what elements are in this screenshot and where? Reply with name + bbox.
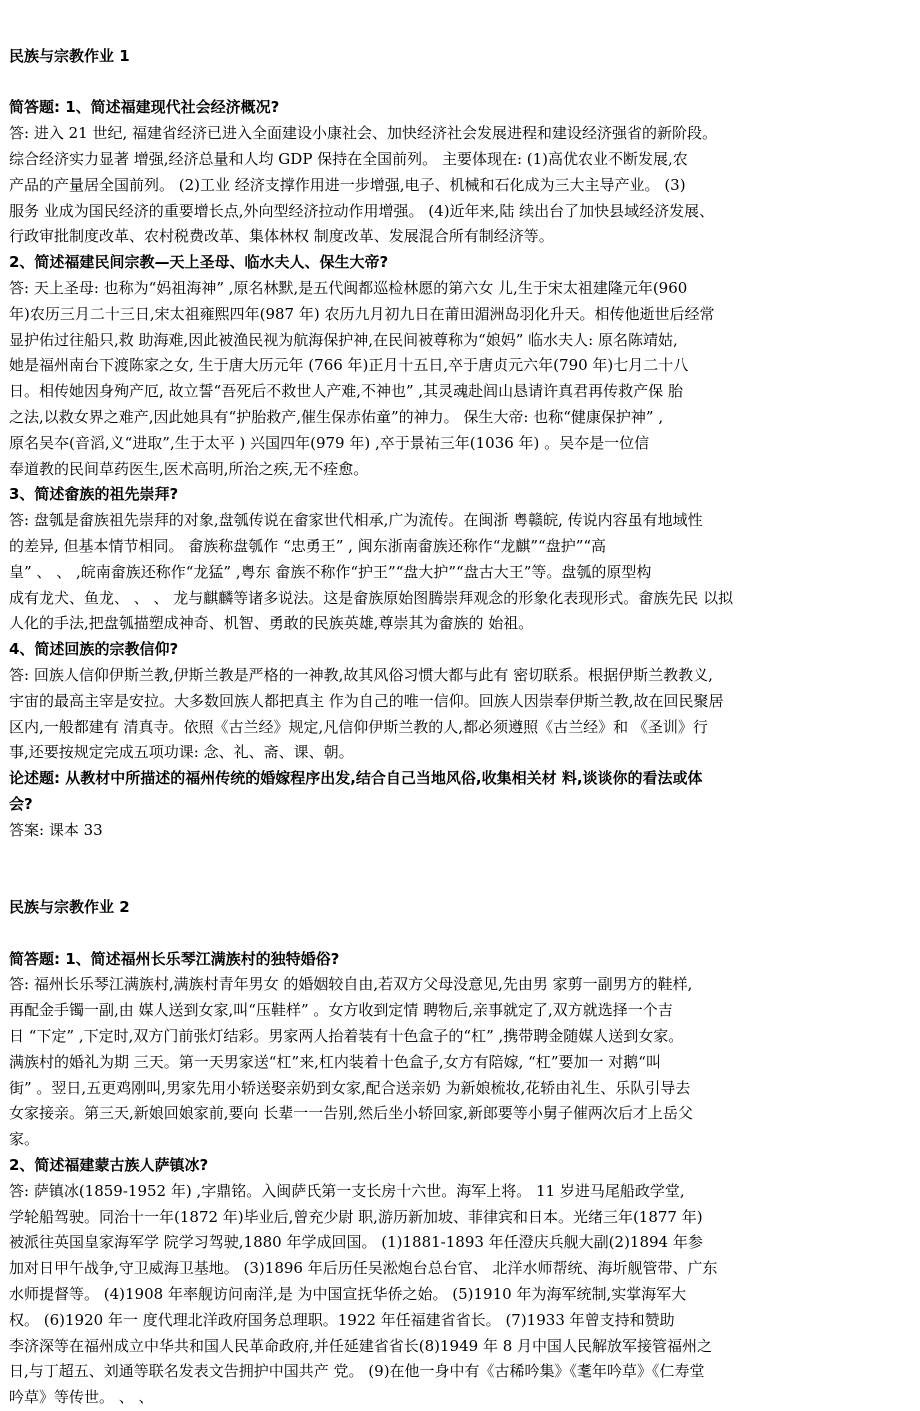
answer-text-line: 服务 业成为国民经济的重要增长点,外向型经济拉动作用增强。 (4)近年来,陆 续出台了加快县域经济发展、 xyxy=(9,201,715,220)
section-1-title: 民族与宗教作业 1 xyxy=(9,46,130,65)
question-heading-line: 3、简述畲族的祖先崇拜? xyxy=(9,485,179,504)
answer-text-line: 答: 进入 21 世纪, 福建省经济已进入全面建设小康社会、加快经济社会发展进程和建设经济强省的新阶段。 xyxy=(9,124,717,143)
answer-text-line: 答: 天上圣母: 也称为“妈祖海神” ,原名林默,是五代闽都巡检林愿的第六女 儿,生于宋太祖建隆元年(960 xyxy=(9,278,688,297)
answer-text-line: 行政审批制度改革、农村税费改革、集体林权 制度改革、发展混合所有制经济等。 xyxy=(9,227,554,246)
answer-text-line: 的差异, 但基本情节相同。 畲族称盘瓠作 “忠勇王” , 闽东浙南畲族还称作“龙麒”“盘护”“高 xyxy=(9,536,607,555)
question-heading-line: 2、简述福建民间宗教—天上圣母、临水夫人、保生大帝? xyxy=(9,253,389,272)
question-heading-line: 论述题: 从教材中所描述的福州传统的婚嫁程序出发,结合自己当地风俗,收集相关材 料,谈谈你的看法或体 xyxy=(9,769,703,788)
spacer xyxy=(9,869,920,895)
answer-text-line: 事,还要按规定完成五项功课: 念、礼、斋、课、朝。 xyxy=(9,743,354,762)
section-2-title: 民族与宗教作业 2 xyxy=(9,898,130,917)
answer-text-line: 女家接亲。第三天,新娘回娘家前,要向 长辈一一告别,然后坐小轿回家,新郎要等小舅子催两次后才上岳父 xyxy=(9,1104,693,1123)
answer-text-line: 人化的手法,把盘瓠描塑成神奇、机智、勇敢的民族英雄,尊崇其为畲族的 始祖。 xyxy=(9,614,534,633)
answer-text-line: 答: 回族人信仰伊斯兰教,伊斯兰教是严格的一神教,故其风俗习惯大都与此有 密切联系。根据伊斯兰教教义, xyxy=(9,665,713,684)
answer-text-line: 水师提督等。 (4)1908 年率舰访问南洋,是 为中国宣抚华侨之始。 (5)1910 年为海军统制,实掌海军大 xyxy=(9,1285,687,1304)
answer-text-line: 家。 xyxy=(9,1130,40,1149)
answer-text-line: 产品的产量居全国前列。 (2)工业 经济支撑作用进一步增强,电子、机械和石化成为三大主导产业。 (3) xyxy=(9,175,686,194)
answer-text-line: 满族村的婚礼为期 三天。第一天男家送“杠”来,杠内装着十色盒子,女方有陪嫁, “杠”要加一 对鹅“叫 xyxy=(9,1052,661,1071)
top-spacer xyxy=(9,18,920,44)
answer-text-line: 成有龙犬、鱼龙、 、 、 龙与麒麟等诸多说法。这是畲族原始图腾崇拜观念的形象化表现形式。畲族先民 以拟 xyxy=(9,588,734,607)
question-heading-line: 会? xyxy=(9,794,33,813)
answer-text-line: 再配金手镯一副,由 媒人送到女家,叫“压鞋样” 。女方收到定情 聘物后,亲事就定了,双方就选择一个吉 xyxy=(9,1001,673,1020)
answer-text-line: 答: 盘瓠是畲族祖先崇拜的对象,盘瓠传说在畲家世代相承,广为流传。在闽浙 粤赣皖, 传说内容虽有地域性 xyxy=(9,511,703,530)
answer-text-line: 李济深等在福州成立中华共和国人民革命政府,并任延建省省长(8)1949 年 8 月中国人民解放军接管福州之 xyxy=(9,1336,713,1355)
answer-text-line: 她是福州南台下渡陈家之女, 生于唐大历元年 (766 年)正月十五日,卒于唐贞元六年(790 年)七月二十八 xyxy=(9,356,689,375)
answer-text-line: 日。相传她因身殉产厄, 故立誓“吾死后不救世人产难,不神也” ,其灵魂赴闾山恳请许真君再传救产保 胎 xyxy=(9,382,683,401)
answer-text-line: 权。 (6)1920 年一 度代理北洋政府国务总理职。1922 年任福建省省长。 (7)1933 年曾支持和赞助 xyxy=(9,1310,675,1329)
answer-text-line: 加对日甲午战争,守卫威海卫基地。 (3)1896 年后历任吴淞炮台总台官、 北洋水师帮统、海圻舰管带、广东 xyxy=(9,1259,718,1278)
answer-text-line: 奉道教的民间草药医生,医术高明,所治之疾,无不痊愈。 xyxy=(9,459,369,478)
spacer xyxy=(9,921,920,947)
section-1-body xyxy=(9,95,920,843)
answer-text-line: 答案: 课本 33 xyxy=(9,820,103,839)
answer-text-line: 被派往英国皇家海军学 院学习驾驶,1880 年学成回国。 (1)1881-1893 年任澄庆兵舰大副(2)1894 年参 xyxy=(9,1233,703,1252)
answer-text-line: 日,与丁超五、刘通等联名发表文告拥护中国共产 党。 (9)在他一身中有《古稀吟集》《耄年吟草》《仁寿堂 xyxy=(9,1362,705,1381)
answer-text-line: 答: 福州长乐琴江满族村,满族村青年男女 的婚姻较自由,若双方父母没意见,先由男 家剪一副男方的鞋样, xyxy=(9,975,693,994)
answer-text-line: 区内,一般都建有 清真寺。依照《古兰经》规定,凡信仰伊斯兰教的人,都必须遵照《古兰经》和 《圣训》行 xyxy=(9,717,708,736)
answer-text-line: 街” 。翌日,五更鸡刚叫,男家先用小轿送娶亲奶到女家,配合送亲奶 为新娘梳妆,花轿由礼生、乐队引导去 xyxy=(9,1078,691,1097)
answer-text-line: 年)农历三月二十三日,宋太祖雍熙四年(987 年) 农历九月初九日在莆田湄洲岛羽化升天。相传他逝世后经常 xyxy=(9,304,715,323)
spacer xyxy=(9,70,920,96)
question-heading-line: 4、简述回族的宗教信仰? xyxy=(9,640,179,659)
question-heading-line: 简答题: 1、简述福建现代社会经济概况? xyxy=(9,98,280,117)
question-heading-line: 简答题: 1、简述福州长乐琴江满族村的独特婚俗? xyxy=(9,949,340,968)
answer-text-line: 吟草》等传世。 、 、 xyxy=(9,1388,154,1407)
answer-text-line: 日 “下定” ,下定时,双方门前张灯结彩。男家两人抬着装有十色盒子的“杠” ,携带聘金随媒人送到女家。 xyxy=(9,1027,684,1046)
question-heading-line: 2、简述福建蒙古族人萨镇冰? xyxy=(9,1156,209,1175)
answer-text-line: 皇” 、 、 ,皖南畲族还称作“龙猛” ,粤东 畲族不称作“护王”“盘大护”“盘古大王”等。盘瓠的原型构 xyxy=(9,562,652,581)
answer-text-line: 综合经济实力显著 增强,经济总量和人均 GDP 保持在全国前列。 主要体现在: (1)高优农业不断发展,农 xyxy=(9,149,688,168)
answer-text-line: 之法,以救女界之难产,因此她具有“护胎救产,催生保赤佑童”的神力。 保生大帝: 也称“健康保护神” , xyxy=(9,407,664,426)
answer-text-line: 显护佑过往船只,救 助海难,因此被渔民视为航海保护神,在民间被尊称为“娘妈” 临水夫人: 原名陈靖姑, xyxy=(9,330,678,349)
answer-text-line: 原名吴夲(音滔,义“进取”,生于太平 ) 兴国四年(979 年) ,卒于景祐三年(1036 年) 。吴夲是一位信 xyxy=(9,433,650,452)
answer-text-line: 宇宙的最高主宰是安拉。大多数回族人都把真主 作为自己的唯一信仰。回族人因崇奉伊斯兰教,故在回民聚居 xyxy=(9,691,724,710)
answer-text-line: 学轮船驾驶。同治十一年(1872 年)毕业后,曾充少尉 职,游历新加坡、菲律宾和日本。光绪三年(1877 年) xyxy=(9,1207,703,1226)
spacer xyxy=(9,844,920,870)
section-2-body xyxy=(9,947,920,1411)
answer-text-line: 答: 萨镇冰(1859-1952 年) ,字鼎铭。入闽萨氏第一支长房十六世。海军上将。 11 岁进马尾船政学堂, xyxy=(9,1181,685,1200)
